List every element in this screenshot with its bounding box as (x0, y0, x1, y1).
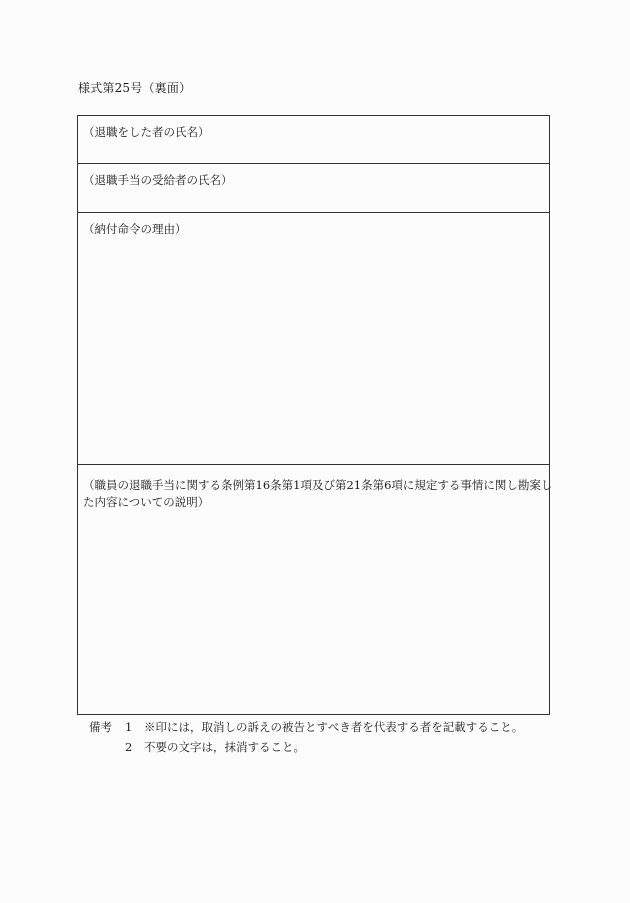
retiree-name-label: （退職をした者の氏名） (83, 125, 210, 139)
considered-circumstances-label (83, 477, 553, 511)
remark-number: 2 (125, 740, 133, 754)
considered-circumstances-row (78, 465, 553, 715)
remark-text: ※印には，取消しの訴えの被告とすべき者を代表する者を記載すること。 (144, 720, 524, 734)
payment-order-reason-row (78, 213, 549, 465)
recipient-name-label: （退職手当の受給者の氏名） (83, 173, 233, 187)
recipient-name-row (78, 164, 549, 213)
form-table (77, 115, 553, 715)
retiree-name-row (78, 116, 549, 164)
remark-text: 不要の文字は，抹消すること。 (144, 740, 305, 754)
remarks-heading: 備考 (89, 720, 112, 734)
considered-circumstances-label-line-1: （職員の退職手当に関する条例第16条第1項及び第21条第6項に規定する事情に関し勘案し (83, 478, 553, 492)
remark-number: 1 (125, 720, 133, 734)
form-title: 様式第25号（裏面） (78, 81, 192, 95)
payment-order-reason-label: （納付命令の理由） (83, 222, 187, 236)
considered-circumstances-label-line-2: た内容についての説明） (83, 495, 210, 509)
